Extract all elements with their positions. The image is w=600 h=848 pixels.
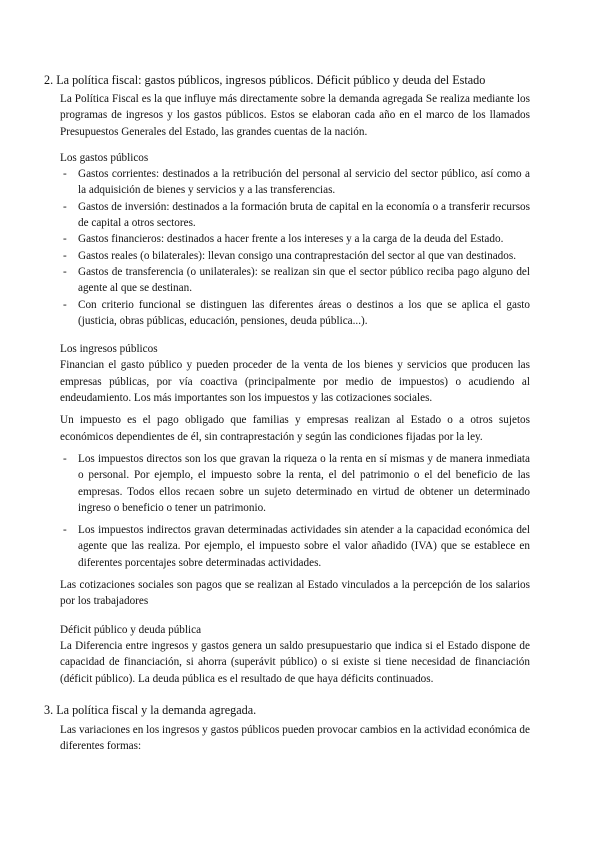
list-item: - Gastos de transferencia (o unilaterales): se realizan sin que el sector público reciba pago alguno del agente al que se destinan. [60,264,530,297]
fiscal-policy-intro: La Política Fiscal es la que influye más directamente sobre la demanda agregada Se realiza mediante los programas de ingresos y los gastos públicos. Estos se elaboran cada año en el marco de los llamados Presupuestos Generales del Estado, las grandes cuentas de la nación. [60,93,530,138]
list-item: - Gastos financieros: destinados a hacer frente a los intereses y a la carga de la deuda del Estado. [60,231,530,247]
section-3-heading: 3. La política fiscal y la demanda agregada. [44,703,257,717]
list-item: - Gastos corrientes: destinados a la retribución del personal al servicio del sector público, así como a la adquisición de bienes y servicios y a las transferencias. [60,166,530,199]
cotizaciones-paragraph: Las cotizaciones sociales son pagos que se realizan al Estado vinculados a la percepción de los salarios por los trabajadores [60,579,530,608]
ingresos-paragraph-1: Financian el gasto público y pueden proceder de la venta de los bienes y servicios que producen las empresas públicas, por vía coactiva (principalmente por medio de impuestos) o acudiendo al endeudamiento. Los más importantes son los impuestos y las cotizaciones sociales. [60,359,530,405]
ingresos-heading: Los ingresos públicos [60,343,158,356]
impuestos-list [60,451,530,571]
section-3-intro: Las variaciones en los ingresos y gastos públicos pueden provocar cambios en la actividad económica de diferentes formas: [60,724,530,753]
list-item: - Los impuestos indirectos gravan determinadas actividades sin atender a la capacidad económica del agente que las realiza. Por ejemplo, el impuesto sobre el valor añadido (IVA) que se establece en diferentes porcentajes sobre determinadas actividades. [60,522,530,571]
gastos-heading: Los gastos públicos [60,151,149,164]
list-item: - Con criterio funcional se distinguen las diferentes áreas o destinos a los que se aplica el gasto (justicia, obras públicas, educación, pensiones, deuda pública...). [60,297,530,330]
ingresos-paragraph-2: Un impuesto es el pago obligado que familias y empresas realizan al Estado o a otros sujetos económicos dependientes de él, sin contraprestación y según las condiciones fijadas por la ley. [60,414,530,443]
list-item: - Gastos reales (o bilaterales): llevan consigo una contraprestación del sector al que van destinados. [60,248,530,264]
list-item: - Los impuestos directos son los que gravan la riqueza o la renta en sí mismas y de manera inmediata o personal. Por ejemplo, el impuesto sobre la renta, el del patrimonio o el del beneficio de las empresas. Todos ellos recaen sobre un sujeto determinado en virtud de obtener un determinado ingreso o beneficio o tener un patrimonio. [60,451,530,516]
deficit-heading: Déficit público y deuda pública [60,623,202,636]
deficit-paragraph: La Diferencia entre ingresos y gastos genera un saldo presupuestario que indica si el Estado dispone de capacidad de financiación, si ahorra (superávit público) o si existe si tiene necesidad de financiación (déficit público). La deuda pública es el resultado de que haya déficits continuados. [60,639,530,685]
list-item: - Gastos de inversión: destinados a la formación bruta de capital en la economía o a transferir recursos de capital a otros sectores. [60,199,530,232]
section-3-body [60,722,530,755]
gastos-list [60,166,530,329]
section-2-heading: 2. La política fiscal: gastos públicos, ingresos públicos. Déficit público y deuda del Estado [44,73,486,87]
section-2-body [60,91,530,687]
